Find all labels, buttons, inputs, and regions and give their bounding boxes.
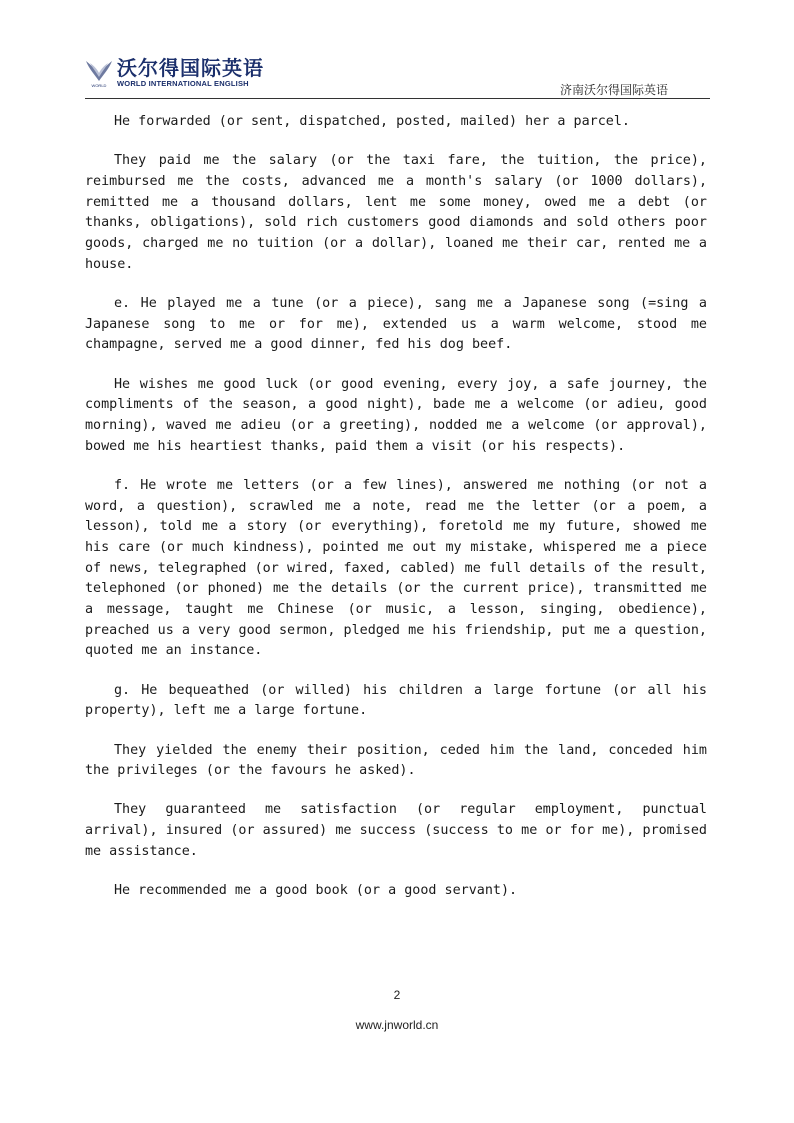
header-school-name: 济南沃尔得国际英语 [559,83,668,97]
paragraph: e. He played me a tune (or a piece), sang me a Japanese song (=sing a Japanese song to me or for me), extended us a warm welcome, stood me champagne, served me a good dinner, fed his dog beef. [85,295,707,353]
logo-english-name: WORLD INTERNATIONAL ENGLISH [117,78,249,88]
page-header [85,54,710,100]
logo-chinese-name: 沃尔得国际英语 [117,55,264,80]
wings-logo-icon [85,55,113,89]
paragraph: He recommended me a good book (or a good servant). [114,883,518,899]
paragraph: He forwarded (or sent, dispatched, posted, mailed) her a parcel. [114,114,630,129]
paragraph: g. He bequeathed (or willed) his children a large fortune (or all his property), left me a large fortune. [85,682,707,719]
paragraph: They yielded the enemy their position, ceded him the land, conceded him the privileges (or the favours he asked). [85,742,707,779]
logo-mark-label: WORLD [91,83,107,88]
brand-logo [85,54,264,90]
paragraph: They guaranteed me satisfaction (or regular employment, punctual arrival), insured (or assured) me success (success to me or for me), promised me assistance. [85,802,707,859]
paragraph: He wishes me good luck (or good evening, every joy, a safe journey, the compliments of the season, a good night), bade me a welcome (or adieu, good morning), waved me adieu (or a greeting), nodded me a welcome (or approval), bowed me his heartiest thanks, paid them a visit (or his respects). [85,376,707,454]
logo-text [117,57,264,88]
header-divider [85,98,710,99]
page-number: 2 [393,988,401,1002]
footer-website-link[interactable]: www.jnworld.cn [355,1018,439,1032]
document-body [85,112,707,920]
paragraph: f. He wrote me letters (or a few lines), answered me nothing (or not a word, a question), scrawled me a note, read me the letter (or a poem, a lesson), told me a story (or everything), foretold me my future, showed me his care (or much kindness), pointed me out my mistake, whispered me a piece of news, telegraphed (or wired, faxed, cabled) me full details of the result, telephoned (or phoned) me the details (or the current price), transmitted me a message, taught me Chinese (or music, a lesson, singing, obedience), preached us a very good sermon, pledged me his friendship, put me a question, quoted me an instance. [85,477,707,659]
paragraph: They paid me the salary (or the taxi fare, the tuition, the price), reimbursed me the costs, advanced me a month's salary (or 1000 dollars), remitted me a thousand dollars, lent me some money, owed me a debt (or thanks, obligations), sold rich customers good diamonds and sold others poor goods, charged me no tuition (or a dollar), loaned me their car, rented me a house. [85,153,707,272]
